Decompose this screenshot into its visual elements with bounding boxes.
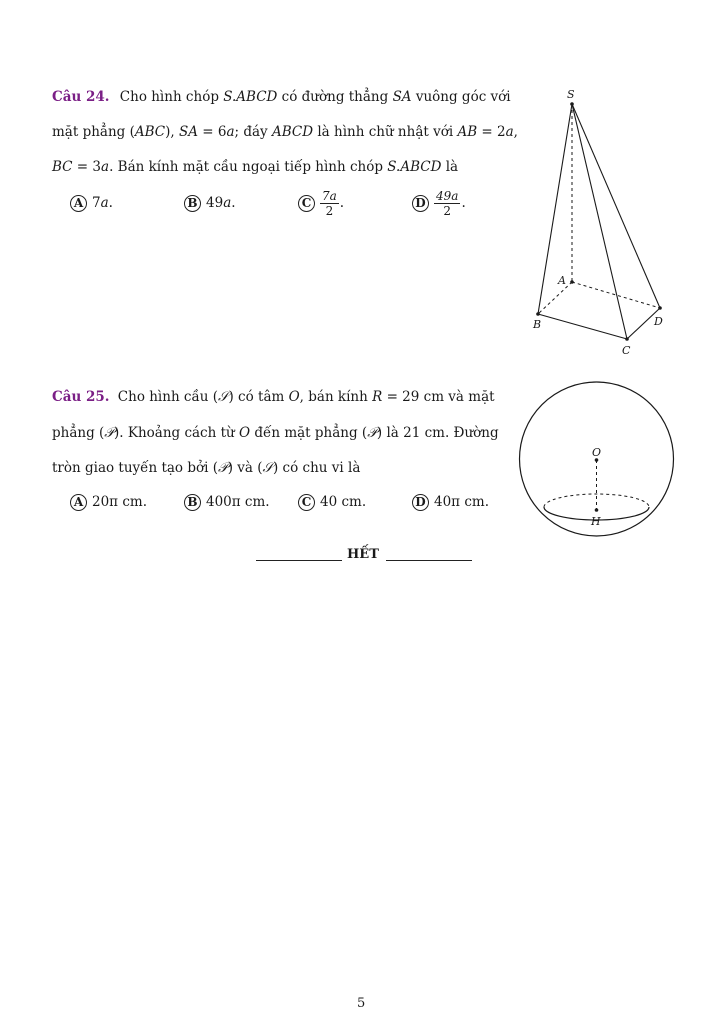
q24-text-1 <box>120 89 511 105</box>
fraction: $\frac{49a}{2}$ <box>436 188 459 218</box>
option-c-badge: C <box>298 494 315 511</box>
vertex-b <box>536 312 540 316</box>
option-b-badge: B <box>184 195 201 212</box>
math-text: BC <box>52 159 73 175</box>
math-text: 𝒮 <box>218 389 229 405</box>
edge-ab <box>538 282 572 314</box>
math-text: R <box>372 389 383 405</box>
label-s: S <box>567 88 575 101</box>
body-text: ), <box>165 124 179 140</box>
page-number: 5 <box>357 996 366 1011</box>
q25-line-1 <box>52 388 495 406</box>
q24-label: Câu 24. <box>52 89 110 105</box>
math-text: a <box>505 124 514 140</box>
body-text: là hình chữ nhật với <box>313 124 458 140</box>
end-text: HẾT <box>347 547 379 562</box>
body-text: = 2 <box>477 124 506 140</box>
edge-bc <box>538 314 627 339</box>
body-text: ) có chu vi là <box>272 460 361 476</box>
q25-option-d[interactable]: D 40π cm. <box>412 491 489 513</box>
body-text: = 6 <box>197 124 227 140</box>
body-text: ) và ( <box>227 460 263 476</box>
math-text: O <box>239 425 251 441</box>
vertex-s <box>570 102 574 106</box>
body-text: = 29 cm và mặt <box>382 389 495 405</box>
option-d-badge: D <box>412 494 429 511</box>
body-text: tròn giao tuyến tạo bởi ( <box>52 460 218 476</box>
q25-option-a[interactable]: A 20π cm. <box>70 491 147 513</box>
vertex-a <box>570 280 574 284</box>
math-text: ABCD <box>271 124 314 140</box>
math-text: SA <box>178 124 198 140</box>
point-h <box>595 508 599 512</box>
end-rule-left <box>256 560 342 561</box>
q25-line-2 <box>52 424 499 442</box>
math-text: AB <box>457 124 478 140</box>
q25-text-1 <box>118 389 495 405</box>
body-text: ) là 21 cm. Đường <box>376 425 499 441</box>
label-d: D <box>654 315 663 328</box>
q24-text-3 <box>52 159 458 175</box>
label-a: A <box>558 274 566 287</box>
math-text: a <box>226 124 235 140</box>
body-text: , bán kính <box>299 389 373 405</box>
option-c-badge: C <box>298 195 315 212</box>
edge-sb <box>538 104 572 314</box>
math-text: ABC <box>134 124 166 140</box>
label-o: O <box>592 446 602 459</box>
q25-option-b[interactable]: B 400π cm. <box>184 491 270 513</box>
body-text: , <box>513 124 518 140</box>
end-rule-right <box>386 560 472 561</box>
q24-option-a[interactable]: A 7 a . <box>70 192 113 214</box>
math-text: a <box>101 159 110 175</box>
body-text: là <box>441 159 459 175</box>
body-text: ) có tâm <box>228 389 289 405</box>
option-b-badge: B <box>184 494 201 511</box>
option-a-badge: A <box>70 494 87 511</box>
q25-option-c[interactable]: C 40 cm. <box>298 491 366 513</box>
label-b: B <box>533 318 542 331</box>
q25-text-2 <box>52 425 499 441</box>
q24-line-3 <box>52 158 458 176</box>
math-text: 𝒫 <box>367 425 377 441</box>
q25-text-3 <box>52 460 360 476</box>
label-h: H <box>591 515 601 528</box>
body-text: = 3 <box>72 159 101 175</box>
math-text: S.ABCD <box>223 89 278 105</box>
section-back-arc <box>544 494 649 507</box>
label-c: C <box>622 344 631 357</box>
q24-line-2 <box>52 123 518 141</box>
body-text: Cho hình chóp <box>119 89 224 105</box>
math-text: 𝒫 <box>218 460 228 476</box>
edge-sd <box>572 104 660 308</box>
edge-sc <box>572 104 627 339</box>
vertex-c <box>625 337 629 341</box>
q24-option-b[interactable]: B 49 a . <box>184 192 236 214</box>
math-text: S.ABCD <box>387 159 442 175</box>
q24-text-2 <box>52 124 518 140</box>
math-text: 𝒮 <box>262 460 273 476</box>
option-d-badge: D <box>412 195 429 212</box>
body-text: . Bán kính mặt cầu ngoại tiếp hình chóp <box>109 159 388 175</box>
pyramid-figure <box>520 80 720 365</box>
option-a-badge: A <box>70 195 87 212</box>
vertex-d <box>658 306 662 310</box>
math-text: SA <box>392 89 412 105</box>
body-text: mặt phẳng ( <box>52 124 135 140</box>
body-text: phẳng ( <box>52 425 105 441</box>
body-text: ; đáy <box>234 124 272 140</box>
q25-label: Câu 25. <box>52 389 110 405</box>
body-text: có đường thẳng <box>277 89 393 105</box>
q25-line-3 <box>52 459 360 477</box>
fraction: $\frac{7a}{2}$ <box>322 188 337 218</box>
body-text: vuông góc với <box>411 89 511 105</box>
edge-ad <box>572 282 660 308</box>
body-text: đến mặt phẳng ( <box>250 425 368 441</box>
q24-option-d[interactable]: D $\frac{49a}{2}$ . <box>412 186 466 220</box>
body-text: ). Khoảng cách từ <box>114 425 240 441</box>
sphere-figure <box>516 380 681 545</box>
q24-line-1 <box>52 88 511 106</box>
math-text: O <box>288 389 300 405</box>
body-text: Cho hình cầu ( <box>117 389 219 405</box>
q24-option-c[interactable]: C $\frac{7a}{2}$ . <box>298 186 344 220</box>
math-text: 𝒫 <box>104 425 115 441</box>
